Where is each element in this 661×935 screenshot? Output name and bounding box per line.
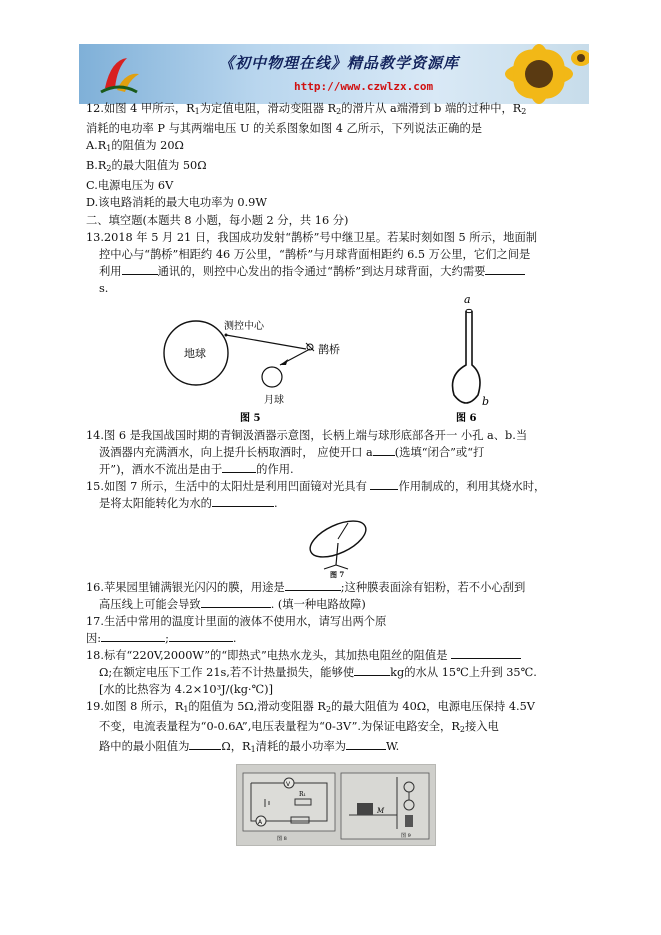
question-15: 15.如图 7 所示，生活中的太阳灶是利用凹面镜对光具有 作用制成的，利用其烧水时， <box>86 480 546 494</box>
answer-blank[interactable] <box>101 630 165 642</box>
bridge-label: 鹊桥 <box>318 343 340 357</box>
answer-blank[interactable] <box>485 263 525 275</box>
option-d: D.该电路消耗的最大电功率为 0.9W <box>86 196 267 210</box>
figure-6-caption: 图 6 <box>456 413 477 425</box>
option-b: $B.R_2$的最大阻值为 50Ω <box>86 159 207 174</box>
answer-blank[interactable] <box>201 596 271 608</box>
figure-5-caption: 图 5 <box>240 413 261 425</box>
question-16: 16.苹果园里铺满银光闪闪的膜，用途是 ;这种膜表面涂有铝粉，若不小心刮到 <box>86 580 526 594</box>
answer-blank[interactable] <box>122 263 158 275</box>
logo-icon <box>97 52 143 98</box>
answer-blank[interactable] <box>346 738 386 750</box>
figure-row-5-6 <box>86 293 592 427</box>
figure-7-caption: 图 7 <box>330 569 345 579</box>
header-banner <box>79 44 589 104</box>
answer-blank[interactable] <box>354 664 390 676</box>
figure-8-9-photo <box>236 764 436 846</box>
answer-blank[interactable] <box>373 444 395 456</box>
question-19: 19.如图 8 所示，$R_1$的阻值为 5Ω,滑动变阻器 $R_2$的最大阻值为 40Ω，电源电压保持 4.5V <box>86 700 535 715</box>
question-12: 12.如图 4 甲所示，$R_1$为定值电阻，滑动变阻器 $R_2$的滑片从 a端滑到 b 端的过种中，$R_2$ <box>86 102 527 116</box>
mass-label: M <box>377 807 385 815</box>
figure-6 <box>426 287 526 427</box>
answer-blank[interactable] <box>169 630 233 642</box>
label-a: a <box>464 293 471 307</box>
earth-label: 地球 <box>184 347 206 361</box>
exam-content: 12.如图 4 甲所示，$R_1$为定值电阻，滑动变阻器 $R_2$的滑片从 a端滑到 b 端的过种中，$R_2$ 消耗的电功率 P 与其两端电压 U 的关系图象如图 4 乙所示，下列说法正确的是 $A.R_1$的阻值为 20Ω $B.R_2$的最大阻值为 50Ω C.电源电压为 6V D.该电路消耗的最大电功率为 0.9W 二、填空题(本题共 8 小题，每小题 2 分，共 16 分) 13.2018 年 5 月 21 日，我国成功发射“鹊桥”号中继卫星。若某时刻如图 5 所示，地面制 控中心与“鹊桥”相距约 46 万公里，“鹊桥”与月球背面相距约 6.5 万公里，它们之间是 利用 通讯的，则控中心发出的指令通过“鹊桥”到达月球背面，大约需要 s. 地球 测控中心 鹊桥 月球 图 5 a b 图 6 14.图 6 是我国战国时期的青铜汲酒器示意图，长柄上端与球形底部各开一 小孔 a、b.当 汲酒器内充满酒水，向上提升长柄取酒时， 应使开口 a (选填“闭合”或“打 开”)，酒水不流出是由于 的作用. 15.如图 7 所示，生活中的太阳灶是利用凹面镜对光具有 作用制成的，利用其烧水时， 是将太阳能转化为水的 . 图 7 16.苹果园里铺满银光闪闪的膜，用途是 ;这种膜表面涂有铝粉，若不小心刮到 高压线上可能会导致 . (填一种电路故障) 17.生活中常用的温度计里面的液体不使用水，请写出两个原 因: ; . 18.标有“220V,2000W”的“即热式”电热水龙头，其加热电阻丝的阻值是 Ω;在额定电压下工作 21s,若不计热量损失，能够使 kg的水从 15℃上升到 35℃. [水的比热容为 4.2×10³J/(kg·℃)] 19.如图 8 所示，$R_1$的阻值为 5Ω,滑动变阻器 $R_2$的最大阻值为 40Ω，电源电压保持 4.5V 不变，电流表量程为“0-0.6A”,电压表量程为“0-3V”.为保证电路安全，$R_2$接入电 路中的最小阻值为 Ω，$R_1$清耗的最小功率为 W. <box>86 100 592 758</box>
question-14: 14.图 6 是我国战国时期的青铜汲酒器示意图，长柄上端与球形底部各开一 小孔 a、b.当 <box>86 429 528 443</box>
label-b: b <box>482 395 490 409</box>
answer-blank[interactable] <box>222 461 256 473</box>
figure-5 <box>160 307 400 427</box>
answer-blank[interactable] <box>189 738 221 750</box>
sunflower-icon <box>469 44 589 104</box>
answer-blank[interactable] <box>370 478 398 490</box>
satellite-icon <box>306 343 314 351</box>
figure-7 <box>300 513 380 579</box>
ammeter-icon: A <box>258 819 263 826</box>
r1-label: R₁ <box>299 791 306 798</box>
moon-label: 月球 <box>264 395 284 407</box>
answer-blank[interactable] <box>285 579 341 591</box>
option-a: $A.R_1$的阻值为 20Ω <box>86 139 184 154</box>
figure-9-caption: 图 9 <box>401 833 411 839</box>
question-13: 13.2018 年 5 月 21 日，我国成功发射“鹊桥”号中继卫星。若某时刻如图 5 所示，地面制 <box>86 230 538 244</box>
question-12-line2: 消耗的电功率 P 与其两端电压 U 的关系图象如图 4 乙所示，下列说法正确的是 <box>86 122 483 136</box>
section-heading: 二、填空题(本题共 8 小题，每小题 2 分，共 16 分) <box>86 213 349 227</box>
control-center-label: 测控中心 <box>224 321 264 333</box>
figure-8-9-drawing <box>237 765 435 845</box>
answer-blank[interactable] <box>212 495 274 507</box>
figure-8-caption: 图 8 <box>277 836 287 842</box>
banner-url: http://www.czwlzx.com <box>294 80 434 93</box>
banner-title: 《初中物理在线》精品教学资源库 <box>219 54 460 72</box>
answer-blank[interactable] <box>451 647 521 659</box>
question-17: 17.生活中常用的温度计里面的液体不使用水，请写出两个原 <box>86 614 387 628</box>
figure-7-wrap <box>86 513 592 579</box>
option-c: C.电源电压为 6V <box>86 179 174 193</box>
question-18: 18.标有“220V,2000W”的“即热式”电热水龙头，其加热电阻丝的阻值是 <box>86 647 592 664</box>
voltmeter-icon: V <box>286 781 291 788</box>
